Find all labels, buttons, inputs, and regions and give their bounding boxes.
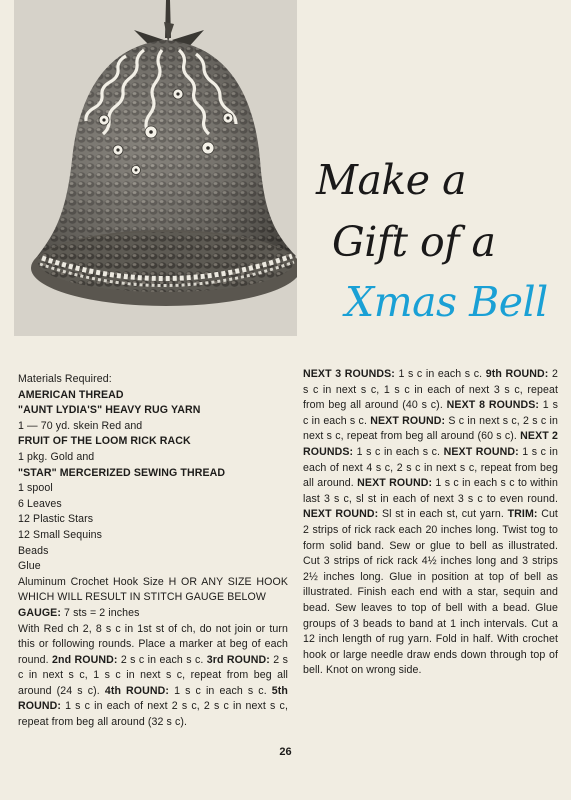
bell-photo	[14, 0, 297, 336]
round-2-label: 2nd ROUND:	[52, 653, 118, 666]
pkg-line: 1 pkg. Gold and	[18, 450, 95, 463]
sequins-line: 12 Small Sequins	[18, 528, 103, 541]
left-instructions	[18, 622, 288, 731]
next-3-rounds-label: NEXT 3 ROUNDS:	[303, 368, 395, 380]
gauge-text: 7 sts = 2 inches	[60, 606, 140, 619]
materials-heading: Materials Required:	[18, 373, 112, 385]
hook-line: Aluminum Crochet Hook Size H OR ANY SIZE HOOK WHICH WILL RESULT IN STITCH GAUGE BELOW	[18, 575, 288, 604]
spool-line: 1 spool	[18, 482, 53, 495]
next-round-1-text: S c in next s c, 2 s c in next s c, repeat from beg all around (60 s c).	[303, 414, 559, 443]
gauge-line	[18, 606, 288, 622]
brand-american-thread: AMERICAN THREAD	[18, 388, 124, 401]
next-2-rounds-text: 1 s c in each s c.	[353, 445, 444, 458]
right-instructions	[303, 367, 558, 679]
next-8-rounds-text: 1 s c in each s c.	[303, 399, 558, 427]
round-4-text: 1 s c in each s c.	[169, 684, 272, 697]
round-4-label: 4th ROUND:	[104, 684, 170, 697]
round-3-text: 2 s c in next s c, 1 s c in next s c, repeat from beg all around (24 s c).	[18, 653, 288, 697]
round-5-label: 5th ROUND:	[18, 684, 288, 713]
next-2-rounds-label: NEXT 2 ROUNDS:	[303, 430, 558, 458]
glue-line: Glue	[18, 560, 41, 573]
next-8-rounds-label: NEXT 8 ROUNDS:	[446, 399, 540, 412]
stars-line: 12 Plastic Stars	[18, 513, 94, 526]
next-3-rounds-text: 1 s c in each s c.	[394, 368, 486, 380]
leaves-line: 6 Leaves	[18, 497, 62, 510]
next-round-2-label: NEXT ROUND:	[443, 445, 519, 458]
brand-rick-rack: FRUIT OF THE LOOM RICK RACK	[18, 435, 191, 448]
yarn-name: "AUNT LYDIA'S" HEAVY RUG YARN	[18, 404, 201, 417]
trim-text: Cut 2 strips of rick rack each 20 inches long. Twist tog to form solid band. Sew or glue to bell as illustrated. Cut 3 strips of rick rack 4½ inches long and 3 strips 2½ inches long. Glue in position at top of bell as illustrated. Finish each end with a star, sequin and bead. Sew leaves to top of bell with a bead. Glue groups of 3 beads to band at 1 inch intervals. Cut a 12 inch length of rug yarn. Fold in half. With crochet hook or large needle draw ends down through top of bell. Knot on wrong side.	[303, 508, 558, 677]
title-line-3: Xmas Bell	[345, 278, 548, 326]
next-round-2-text: 1 s c in each of next 4 s c, 2 s c in next s c, repeat from beg all around.	[303, 445, 558, 490]
next-round-4-text: Sl st in each st, cut yarn.	[378, 508, 508, 521]
round-2-text: 2 s c in each s c.	[117, 653, 207, 666]
crocheted-bell-image	[14, 0, 297, 336]
page-number: 26	[279, 746, 292, 758]
round-9-label: 9th ROUND:	[485, 368, 549, 380]
gauge-label: GAUGE:	[18, 606, 61, 619]
title-line-1: Make a	[316, 156, 467, 204]
skein-line: 1 — 70 yd. skein Red and	[18, 419, 143, 432]
left-column	[18, 372, 288, 731]
next-round-3-text: 1 s c in each s c to within last 3 s c, sl st in each of next 3 s c to even round.	[303, 477, 558, 505]
round-3-label: 3rd ROUND:	[206, 653, 270, 666]
beads-line: Beads	[18, 544, 49, 557]
trim-label: TRIM:	[507, 508, 538, 521]
round-9-text: 2 s c in next s c, 1 s c in each of next 3 s c, repeat from beg all around (40 s c).	[303, 368, 558, 412]
intro-text: With Red ch 2, 8 s c in 1st st of ch, do not join or turn this or following rounds. Place a marker at beg of each round.	[18, 622, 288, 666]
thread-name: "STAR" MERCERIZED SEWING THREAD	[18, 466, 226, 479]
title-line-2: Gift of a	[332, 218, 496, 266]
right-column	[303, 367, 558, 679]
next-round-1-label: NEXT ROUND:	[370, 414, 446, 427]
next-round-4-label: NEXT ROUND:	[303, 508, 379, 521]
next-round-3-label: NEXT ROUND:	[357, 477, 433, 490]
round-5-text: 1 s c in each of next 2 s c, 2 s c in next s c, repeat from beg all around (32 s c).	[18, 700, 288, 729]
